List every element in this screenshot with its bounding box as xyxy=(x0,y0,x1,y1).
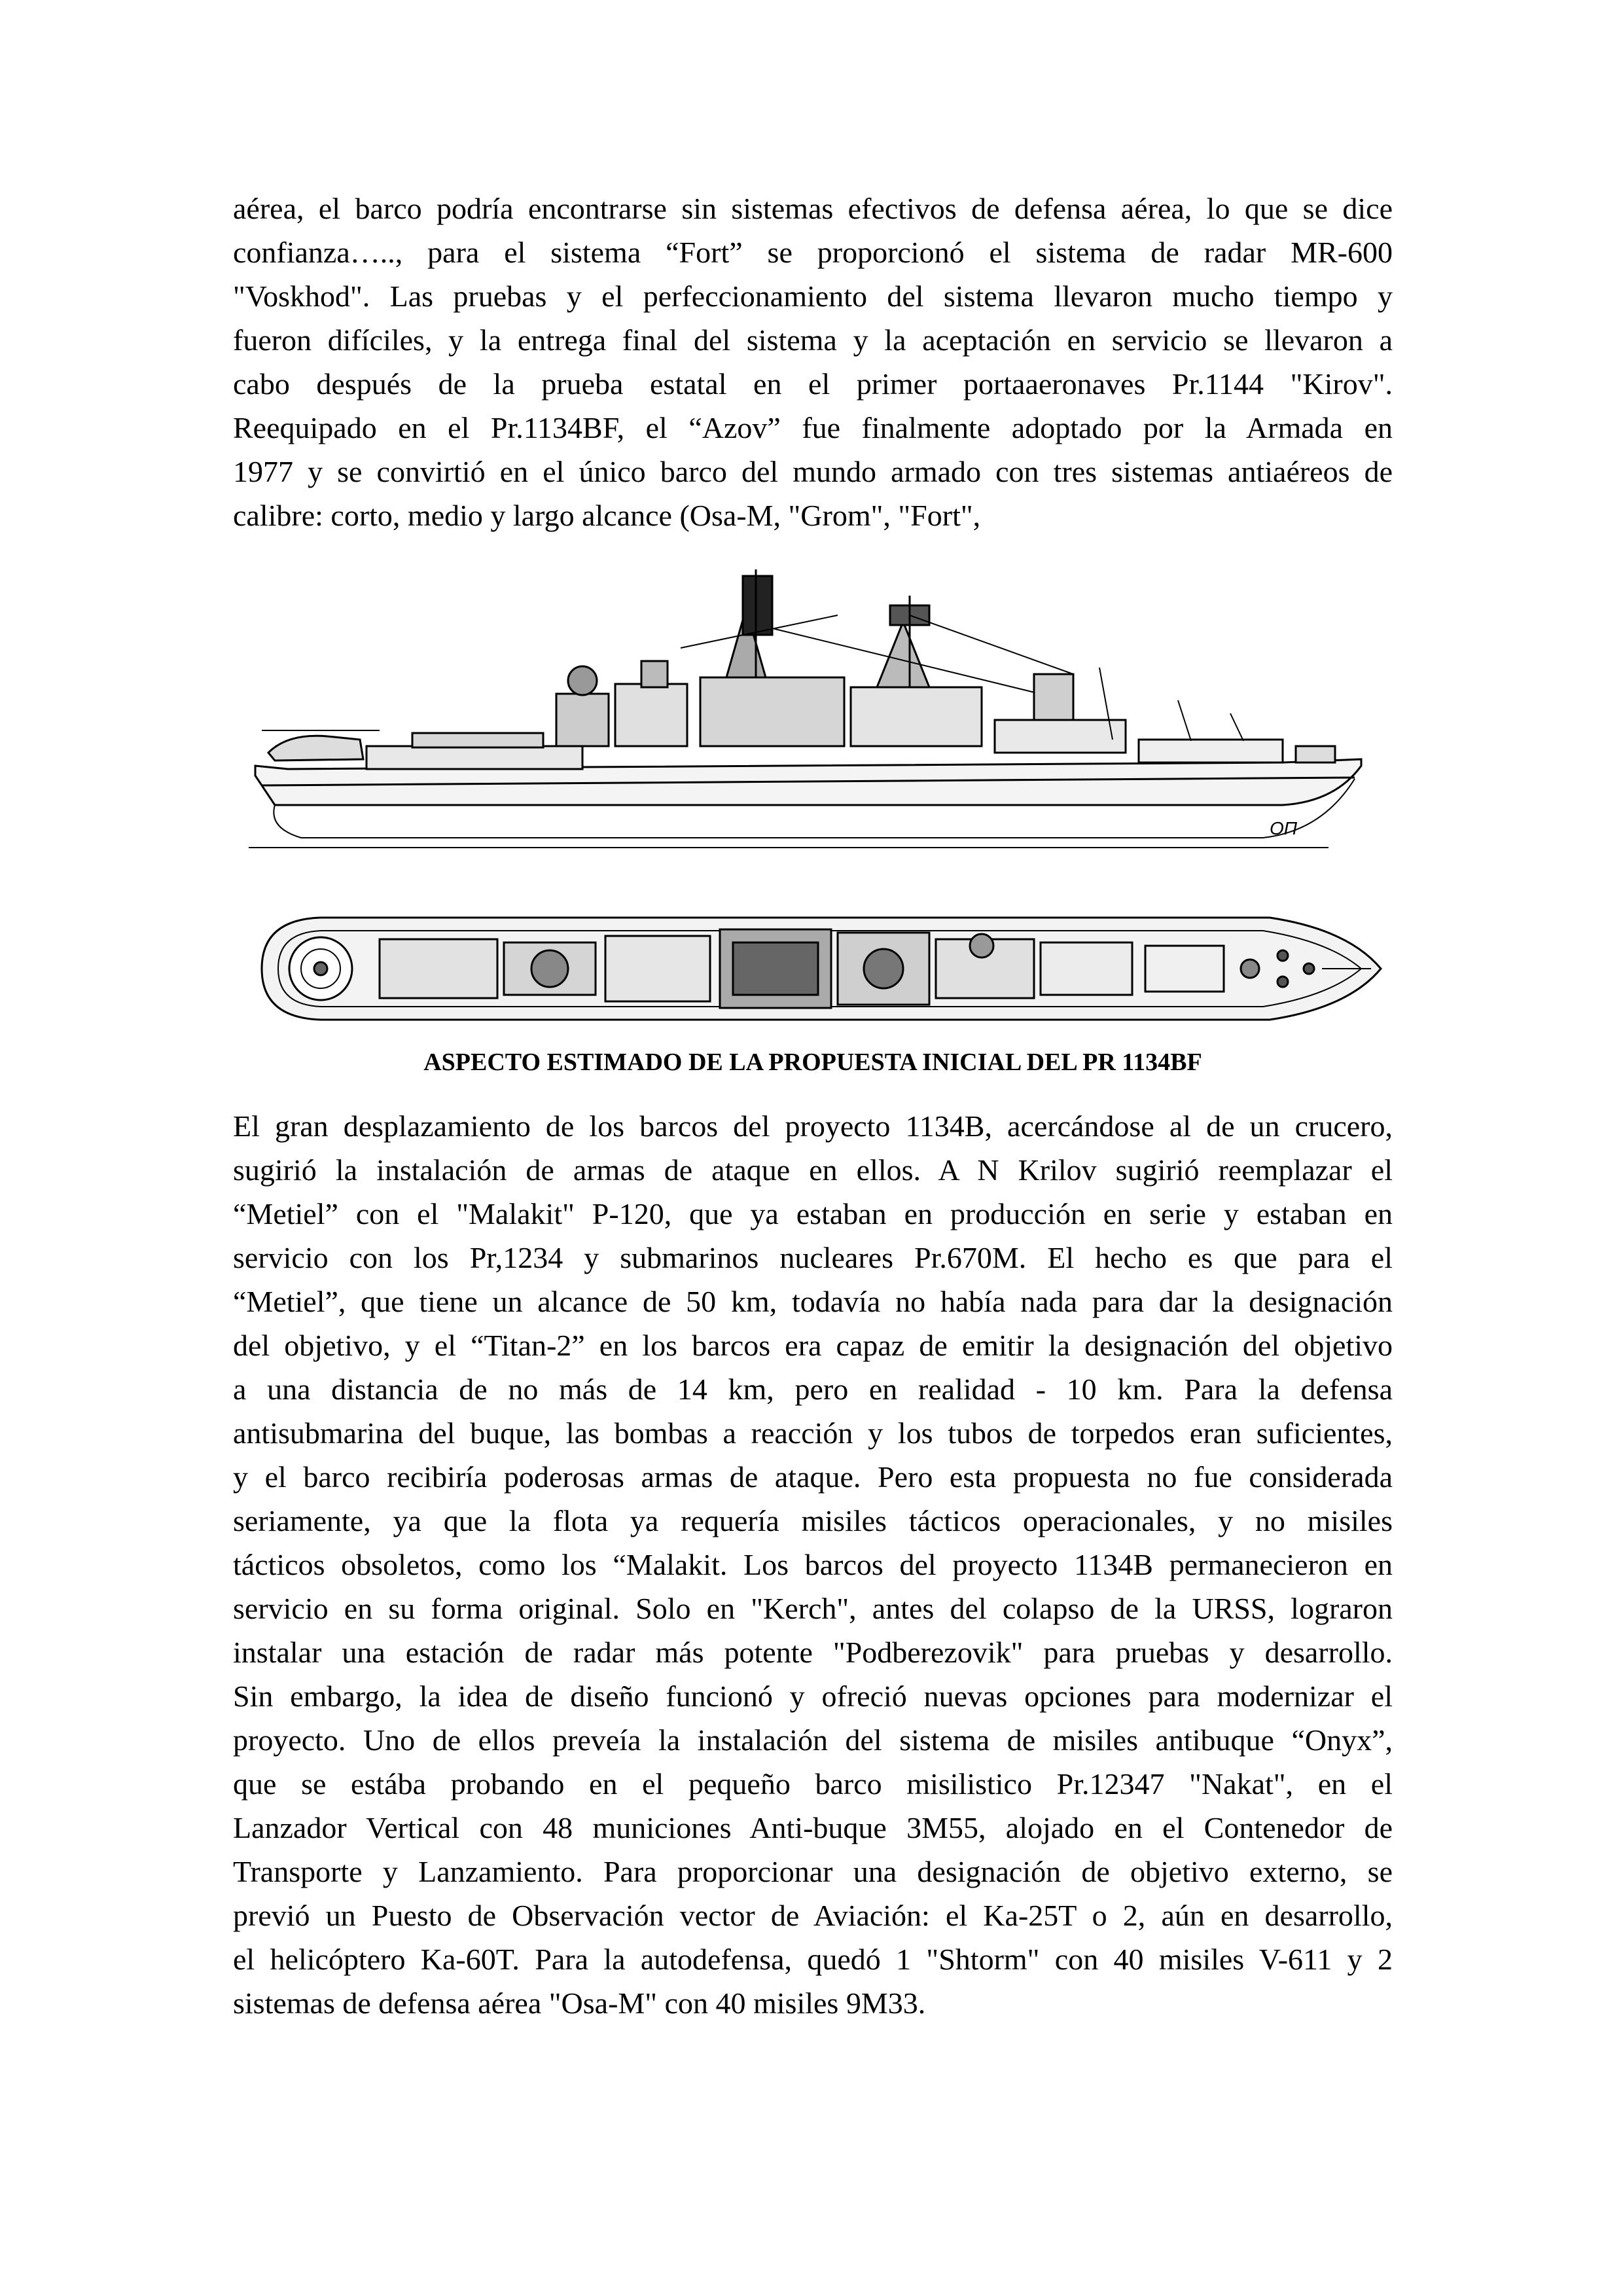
text-line: “Metiel”, que tiene un alcance de 50 km, todavía no había nada para dar la designación xyxy=(233,1285,1393,1318)
text-line: cabo después de la prueba estatal en el primer portaaeronaves Pr.1144 "Kirov". xyxy=(233,367,1393,401)
text-line: instalar una estación de radar más potente "Podberezovik" para pruebas y desarrollo. xyxy=(233,1636,1393,1669)
figure-caption: ASPECTO ESTIMADO DE LA PROPUESTA INICIAL DEL PR 1134BF xyxy=(423,1049,1202,1076)
ship-plan-view-drawing xyxy=(249,910,1387,1028)
text-line: del objetivo, y el “Titan-2” en los barcos era capaz de emitir la designación del objetivo xyxy=(233,1329,1393,1362)
paragraph-top xyxy=(233,187,1393,537)
text-line: confianza….., para el sistema “Fort” se proporcionó el sistema de radar MR-600 xyxy=(233,236,1393,269)
text-line: "Voskhod". Las pruebas y el perfeccionamiento del sistema llevaron mucho tiempo y xyxy=(233,279,1393,313)
text-line: Lanzador Vertical con 48 municiones Anti-buque 3M55, alojado en el Contenedor de xyxy=(233,1811,1393,1844)
ship-side-view-drawing xyxy=(249,569,1387,857)
text-line: Transporte y Lanzamiento. Para proporcionar una designación de objetivo externo, se xyxy=(233,1855,1393,1888)
text-line: el helicóptero Ka-60T. Para la autodefensa, quedó 1 "Shtorm" con 40 misiles V-611 y 2 xyxy=(233,1943,1393,1976)
text-line: antisubmarina del buque, las bombas a reacción y los tubos de torpedos eran suficientes, xyxy=(233,1416,1393,1450)
text-line: calibre: corto, medio y largo alcance (Osa-M, "Grom", "Fort", xyxy=(233,499,981,532)
text-line: aérea, el barco podría encontrarse sin sistemas efectivos de defensa aérea, lo que se dice xyxy=(233,192,1393,225)
text-line: que se estába probando en el pequeño barco misilistico Pr.12347 "Nakat", en el xyxy=(233,1767,1393,1801)
text-line: 1977 y se convirtió en el único barco del mundo armado con tres sistemas antiaéreos de xyxy=(233,455,1393,488)
text-line: Reequipado en el Pr.1134BF, el “Azov” fue finalmente adoptado por la Armada en xyxy=(233,411,1393,444)
text-line: Sin embargo, la idea de diseño funcionó y ofreció nuevas opciones para modernizar el xyxy=(233,1679,1393,1713)
text-line: fueron difíciles, y la entrega final del sistema y la aceptación en servicio se llevaron a xyxy=(233,323,1393,357)
text-line: previó un Puesto de Observación vector de Aviación: el Ka-25T o 2, aún en desarrollo, xyxy=(233,1899,1393,1932)
text-line: servicio con los Pr,1234 y submarinos nucleares Pr.670M. El hecho es que para el xyxy=(233,1241,1393,1274)
text-line: a una distancia de no más de 14 km, pero en realidad - 10 km. Para la defensa xyxy=(233,1372,1393,1406)
paragraph-main xyxy=(233,1104,1393,2025)
text-line: proyecto. Uno de ellos preveía la instalación del sistema de misiles antibuque “Onyx”, xyxy=(233,1723,1393,1757)
text-line: sistemas de defensa aérea "Osa-M" con 40 misiles 9M33. xyxy=(233,1986,926,2020)
text-line: “Metiel” con el "Malakit" P-120, que ya estaban en producción en serie y estaban en xyxy=(233,1197,1393,1230)
text-line: tácticos obsoletos, como los “Malakit. Los barcos del proyecto 1134B permanecieron en xyxy=(233,1548,1393,1581)
text-line: sugirió la instalación de armas de ataque en ellos. A N Krilov sugirió reemplazar el xyxy=(233,1153,1393,1187)
text-line: seriamente, ya que la flota ya requería misiles tácticos operacionales, y no misiles xyxy=(233,1504,1393,1537)
text-line: servicio en su forma original. Solo en "Kerch", antes del colapso de la URSS, lograron xyxy=(233,1592,1393,1625)
drawing-label: ОП xyxy=(1270,818,1298,838)
text-line: El gran desplazamiento de los barcos del proyecto 1134B, acercándose al de un crucero, xyxy=(233,1109,1393,1143)
text-line: y el barco recibiría poderosas armas de ataque. Pero esta propuesta no fue considerada xyxy=(233,1460,1393,1494)
